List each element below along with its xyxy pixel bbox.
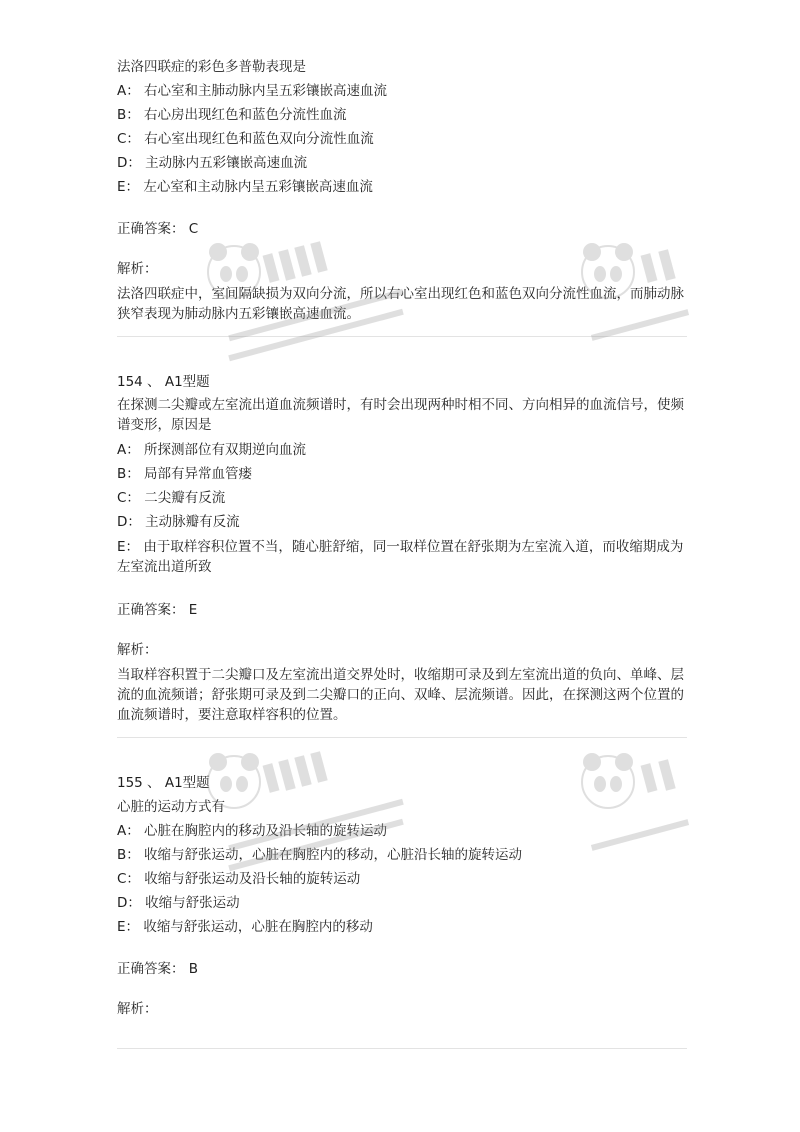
option-a: A： 右心室和主肺动脉内呈五彩镶嵌高速血流 bbox=[117, 83, 388, 99]
option-d: D： 主动脉内五彩镶嵌高速血流 bbox=[117, 155, 308, 171]
question-stem: 在探测二尖瓣或左室流出道血流频谱时，有时会出现两种时相不同、方向相异的血流信号，使频谱变形，原因是 bbox=[117, 397, 684, 433]
option-a: A： 心脏在胸腔内的移动及沿长轴的旋转运动 bbox=[117, 823, 388, 839]
correct-answer: 正确答案： B bbox=[117, 961, 199, 977]
divider bbox=[117, 1048, 687, 1049]
question-153 bbox=[117, 58, 687, 337]
explanation-text: 当取样容积置于二尖瓣口及左室流出道交界处时，收缩期可录及到左室流出道的负向、单峰、层流的血流频谱；舒张期可录及到二尖瓣口的正向、双峰、层流频谱。因此，在探测这两个位置的血流频谱时，要注意取样容积的位置。 bbox=[117, 667, 684, 723]
question-header: 154 、 A1型题 bbox=[117, 374, 210, 390]
option-c: C： 收缩与舒张运动及沿长轴的旋转运动 bbox=[117, 871, 361, 887]
option-e: E： 由于取样容积位置不当，随心脏舒缩，同一取样位置在舒张期为左室流入道，而收缩期成为左室流出道所致 bbox=[117, 539, 684, 575]
question-header: 155 、 A1型题 bbox=[117, 775, 210, 791]
explanation-text: 法洛四联症中，室间隔缺损为双向分流，所以右心室出现红色和蓝色双向分流性血流，而肺动脉狭窄表现为肺动脉内五彩镶嵌高速血流。 bbox=[117, 286, 684, 322]
question-stem: 心脏的运动方式有 bbox=[117, 799, 225, 815]
explanation-label: 解析： bbox=[117, 261, 158, 277]
question-page bbox=[117, 58, 687, 1049]
question-154 bbox=[117, 373, 687, 738]
explanation-label: 解析： bbox=[117, 642, 158, 658]
option-b: B： 局部有异常血管瘘 bbox=[117, 466, 253, 482]
option-a: A： 所探测部位有双期逆向血流 bbox=[117, 442, 307, 458]
correct-answer: 正确答案： E bbox=[117, 602, 198, 618]
option-d: D： 收缩与舒张运动 bbox=[117, 895, 240, 911]
question-stem: 法洛四联症的彩色多普勒表现是 bbox=[117, 59, 306, 75]
question-155 bbox=[117, 774, 687, 1049]
option-c: C： 右心室出现红色和蓝色双向分流性血流 bbox=[117, 131, 374, 147]
option-b: B： 收缩与舒张运动，心脏在胸腔内的移动，心脏沿长轴的旋转运动 bbox=[117, 847, 523, 863]
option-d: D： 主动脉瓣有反流 bbox=[117, 514, 240, 530]
option-e: E： 收缩与舒张运动，心脏在胸腔内的移动 bbox=[117, 919, 373, 935]
option-e: E： 左心室和主动脉内呈五彩镶嵌高速血流 bbox=[117, 179, 373, 195]
option-c: C： 二尖瓣有反流 bbox=[117, 490, 226, 506]
option-b: B： 右心房出现红色和蓝色分流性血流 bbox=[117, 107, 347, 123]
explanation-label: 解析： bbox=[117, 1001, 158, 1017]
correct-answer: 正确答案： C bbox=[117, 221, 199, 237]
